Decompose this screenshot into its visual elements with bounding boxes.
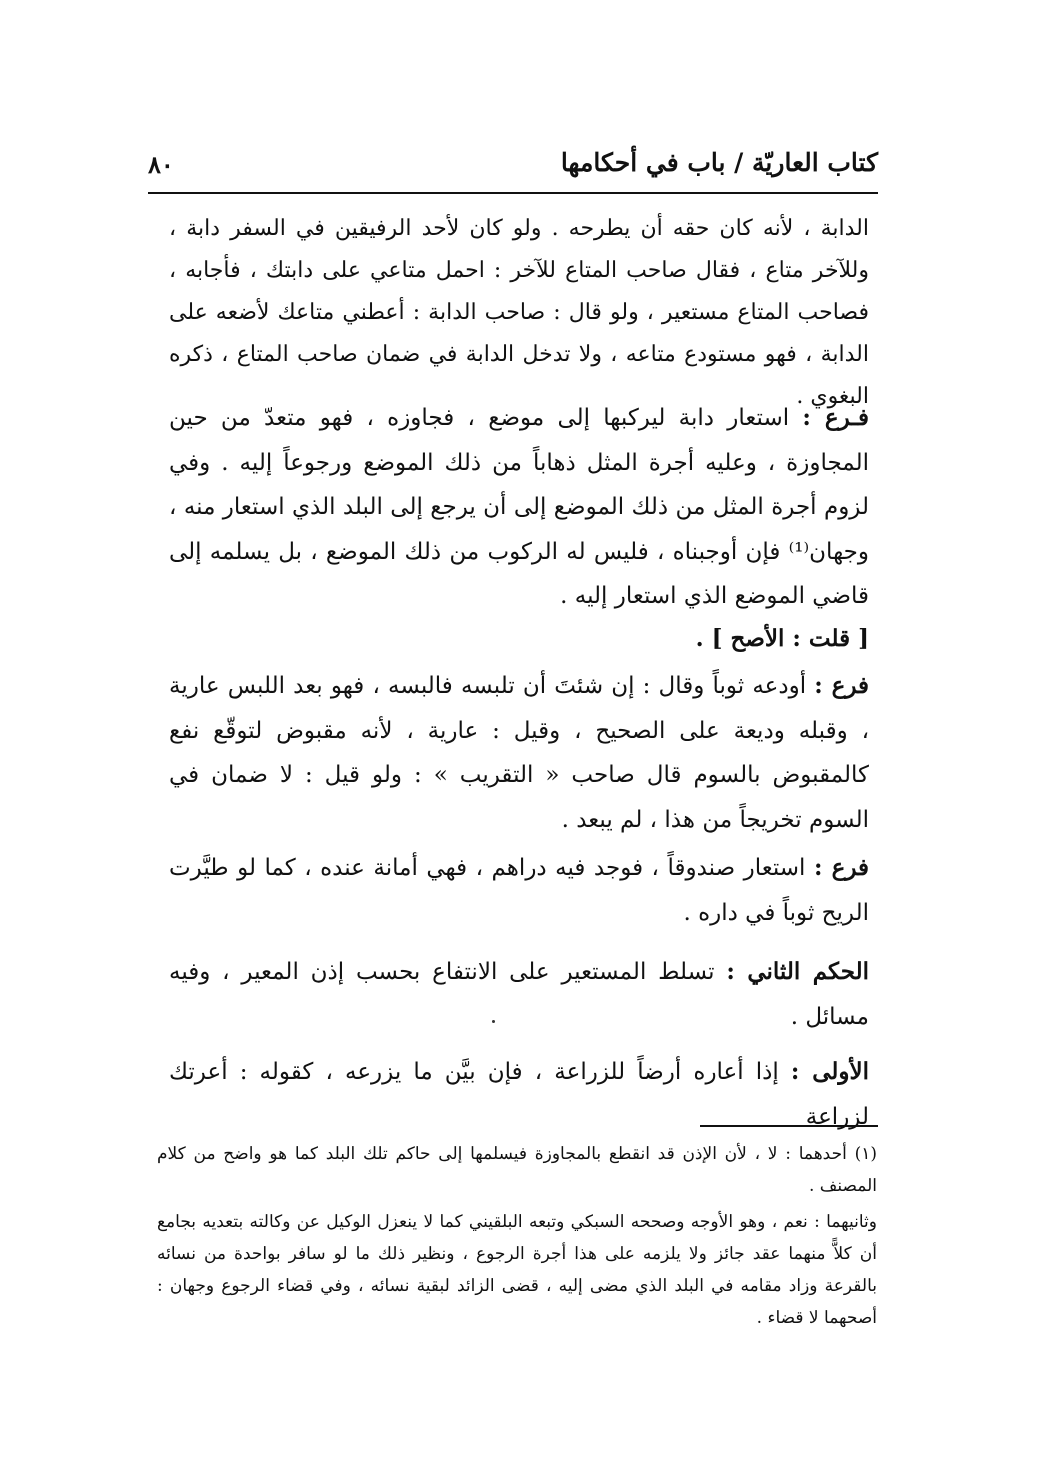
paragraph-5 xyxy=(169,846,869,935)
paragraph-1 xyxy=(169,208,869,418)
paragraph-6 xyxy=(169,950,869,1039)
paragraph-4-heading: فرع : xyxy=(814,672,869,699)
stray-mark xyxy=(492,1020,495,1023)
paragraph-5-text: استعار صندوقاً ، فوجد فيه دراهم ، فهي أمانة عنده ، كما لو طيَّرت الريح ثوباً في داره . xyxy=(169,855,869,926)
page-number: ٨٠ xyxy=(148,150,174,179)
paragraph-6-text: تسلط المستعير على الانتفاع بحسب إذن المعير ، وفيه مسائل . xyxy=(169,959,869,1030)
paragraph-2-text: استعار دابة ليركبها إلى موضع ، فجاوزه ، فهو متعدّ من حين المجاوزة ، وعليه أجرة المثل ذهاباً من ذلك الموضع ورجوعاً إليه . وفي لزوم أجرة المثل من ذلك الموضع إلى أن يرجع إلى البلد الذي استعار منه ، وجهان⁽¹⁾ فإن أوجبناه ، فليس له الركوب من ذلك الموضع ، بل يسلمه إلى قاضي الموضع الذي استعار إليه . xyxy=(169,405,869,609)
paragraph-3 xyxy=(169,618,869,660)
footnote-separator xyxy=(700,1125,878,1127)
paragraph-4 xyxy=(169,664,869,842)
paragraph-5-heading: فرع : xyxy=(813,854,870,881)
footnote-1-text: (١) أحدهما : لا ، لأن الإذن قد انقطع بالمجاوزة فيسلمها إلى حاكم تلك البلد كما هو واضح من كلام المصنف . xyxy=(157,1144,877,1196)
paragraph-2 xyxy=(169,396,869,619)
paragraph-2-heading: فـرع : xyxy=(802,404,869,431)
footnote-1 xyxy=(157,1138,877,1202)
paragraph-7-text: إذا أعاره أرضاً للزراعة ، فإن بيَّن ما يزرعه ، كقوله : أعرتك لزراعة xyxy=(169,1059,869,1130)
paragraph-6-heading: الحكم الثاني : xyxy=(726,958,869,985)
paragraph-3-text: [ قلت : الأصح ] . xyxy=(695,625,869,652)
footnote-2-text: وثانيهما : نعم ، وهو الأوجه وصححه السبكي وتبعه البلقيني كما لا ينعزل الوكيل عن وكالته بتعديه بجامع أن كلاًّ منهما عقد جائز ولا يلزمه على هذا أجرة الرجوع ، ونظير ذلك ما لو سافر بواحدة من نسائه بالقرعة وزاد مقامه في البلد الذي مضى إليه ، قضى الزائد لبقية نسائه ، وفي قضاء الرجوع وجهان : أصحهما لا قضاء . xyxy=(157,1212,877,1328)
running-title: كتاب العاريّة / باب في أحكامها xyxy=(560,148,878,177)
footnote-2 xyxy=(157,1206,877,1334)
paragraph-7-heading: الأولى : xyxy=(790,1058,869,1085)
page-header xyxy=(148,142,878,194)
paragraph-4-text: أودعه ثوباً وقال : إن شئتَ أن تلبسه فالبسه ، فهو بعد اللبس عارية ، وقبله وديعة على الصحيح ، وقيل : عارية ، لأنه مقبوض لتوقّع نفع كالمقبوض بالسوم قال صاحب « التقريب » : ولو قيل : لا ضمان في السوم تخريجاً من هذا ، لم يبعد . xyxy=(169,673,869,833)
paragraph-1-text: الدابة ، لأنه كان حقه أن يطرحه . ولو كان لأحد الرفيقين في السفر دابة ، وللآخر متاع ، فقال صاحب المتاع للآخر : احمل متاعي على دابتك ، فأجابه ، فصاحب المتاع مستعير ، ولو قال : صاحب الدابة : أعطني متاعك لأضعه على الدابة ، فهو مستودع متاعه ، ولا تدخل الدابة في ضمان صاحب المتاع ، ذكره البغوي . xyxy=(169,216,870,409)
